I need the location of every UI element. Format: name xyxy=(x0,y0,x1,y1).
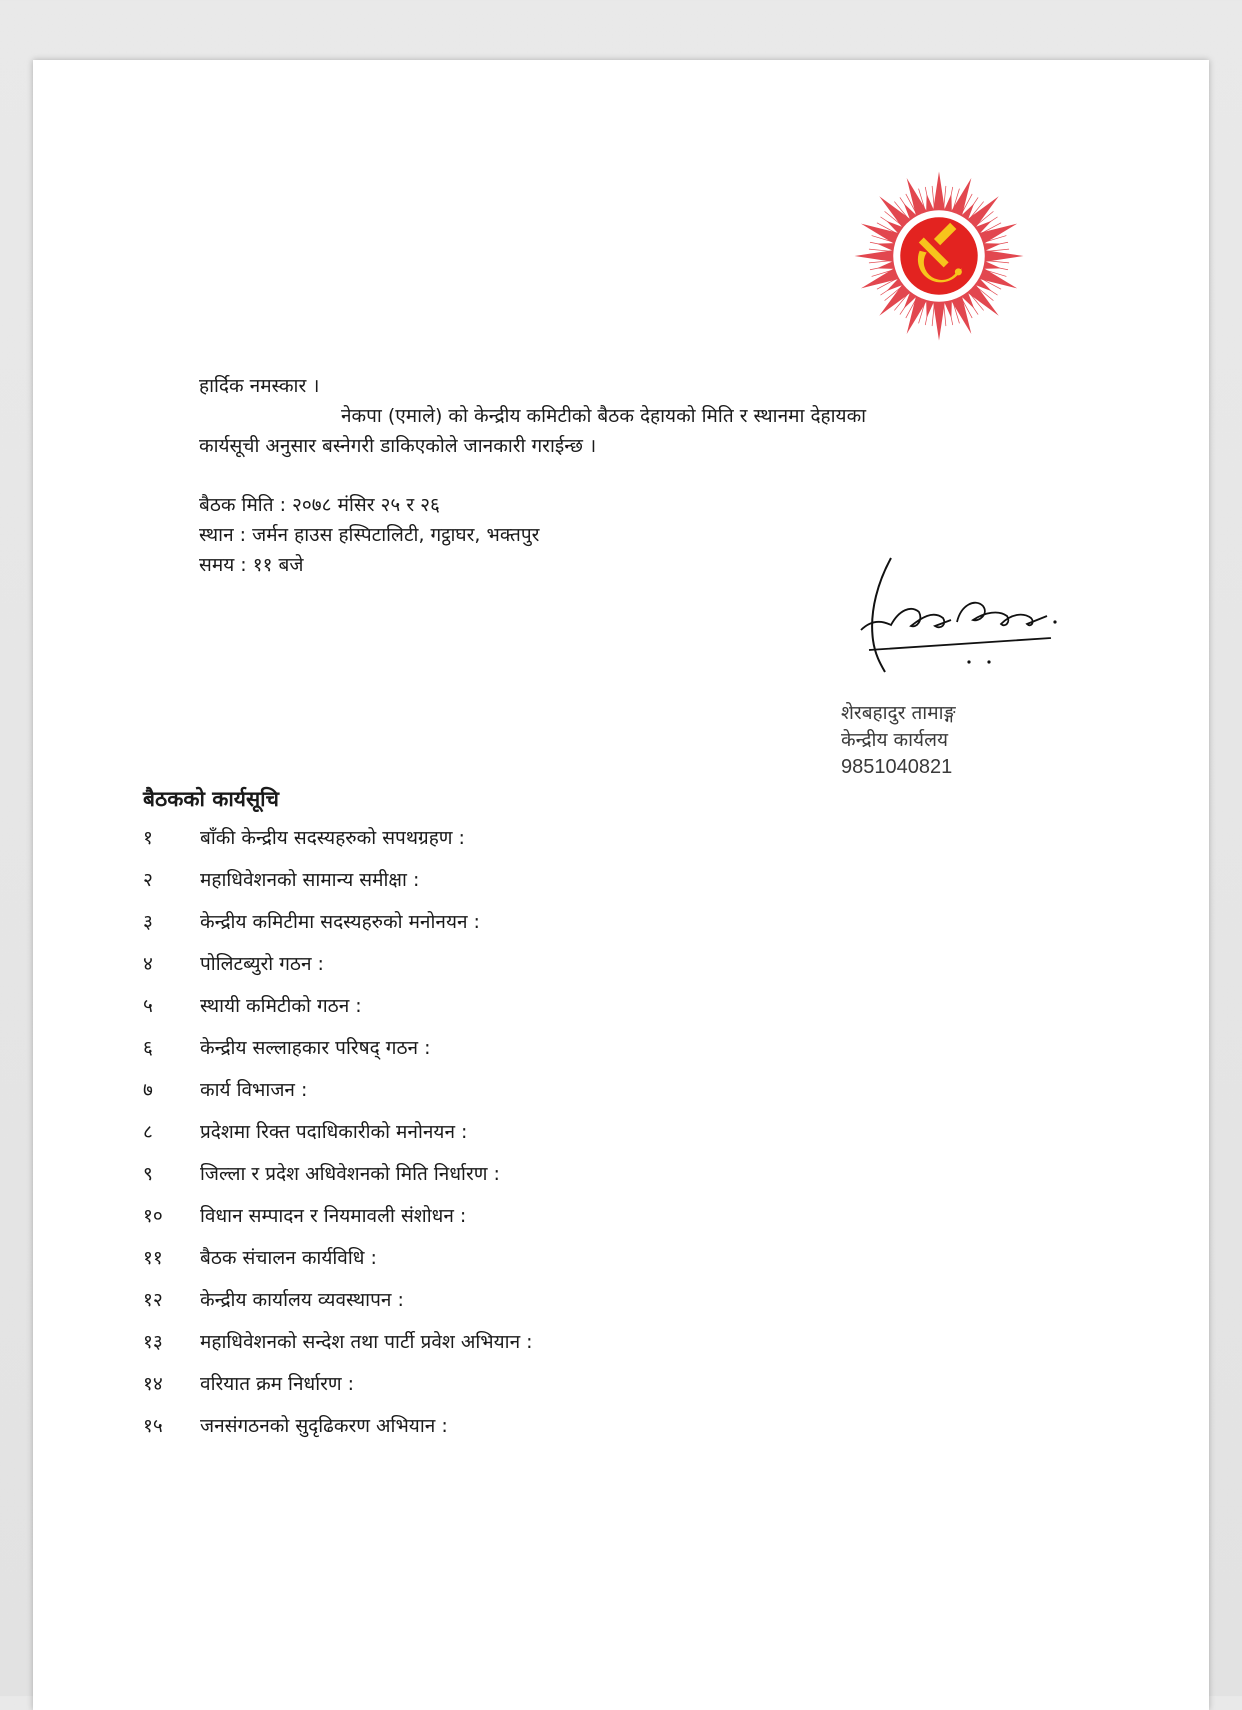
agenda-item-text: स्थायी कमिटीको गठन : xyxy=(200,995,362,1017)
agenda-item-text: केन्द्रीय कमिटीमा सदस्यहरुको मनोनयन : xyxy=(200,911,480,933)
agenda-item-number: १५ xyxy=(143,1415,163,1437)
agenda-item-number: ७ xyxy=(143,1079,153,1101)
signer-office: केन्द्रीय कार्यलय xyxy=(841,729,948,751)
agenda-item-number: ५ xyxy=(143,995,153,1017)
greeting: हार्दिक नमस्कार । xyxy=(199,375,320,397)
agenda-item-text: जनसंगठनको सुदृढिकरण अभियान : xyxy=(200,1415,448,1437)
emblem-fine-ray xyxy=(869,261,892,263)
emblem-fine-ray xyxy=(944,303,946,326)
agenda-item-number: १४ xyxy=(143,1373,163,1395)
agenda-item-number: १२ xyxy=(143,1289,163,1311)
intro-line-1: नेकपा (एमाले) को केन्द्रीय कमिटीको बैठक देहायको मिति र स्थानमा देहायका xyxy=(341,405,867,427)
agenda-item xyxy=(143,1160,533,1202)
letter-page xyxy=(33,60,1209,1710)
agenda-item xyxy=(143,1370,533,1412)
emblem-fine-ray xyxy=(932,186,934,209)
agenda-item xyxy=(143,1034,533,1076)
agenda-item-number: ९ xyxy=(143,1163,153,1185)
signer-phone: 9851040821 xyxy=(841,756,953,778)
emblem-fine-ray xyxy=(986,249,1009,251)
agenda-item-text: जिल्ला र प्रदेश अधिवेशनको मिति निर्धारण : xyxy=(200,1163,500,1185)
agenda-item-number: २ xyxy=(143,869,153,891)
agenda-item xyxy=(143,1328,533,1370)
signer-name: शेरबहादुर तामाङ्ग xyxy=(841,702,956,724)
agenda-item-number: ४ xyxy=(143,953,153,975)
agenda-item xyxy=(143,1076,533,1118)
agenda-item xyxy=(143,908,533,950)
agenda-item-text: महाधिवेशनको सन्देश तथा पार्टी प्रवेश अभियान : xyxy=(200,1331,533,1353)
agenda-item xyxy=(143,824,533,866)
meeting-details xyxy=(199,490,539,580)
intro-paragraph xyxy=(199,401,979,461)
agenda-item-number: १० xyxy=(143,1205,163,1227)
agenda-item-text: विधान सम्पादन र नियमावली संशोधन : xyxy=(200,1205,467,1227)
agenda-item-number: १३ xyxy=(143,1331,163,1353)
agenda-item-text: केन्द्रीय सल्लाहकार परिषद् गठन : xyxy=(200,1037,431,1059)
meeting-place: स्थान : जर्मन हाउस हस्पिटालिटी, गट्ठाघर, भक्तपुर xyxy=(199,524,540,546)
agenda-item-text: बैठक संचालन कार्यविधि : xyxy=(200,1247,377,1269)
agenda-item xyxy=(143,950,533,992)
agenda-item xyxy=(143,1202,533,1244)
agenda-item xyxy=(143,1118,533,1160)
agenda-item-text: महाधिवेशनको सामान्य समीक्षा : xyxy=(200,869,420,891)
emblem-fine-ray xyxy=(944,186,946,209)
intro-line-2: कार्यसूची अनुसार बस्नेगरी डाकिएकोले जानकारी गराईन्छ । xyxy=(199,435,597,457)
agenda-item-number: ३ xyxy=(143,911,153,933)
agenda-item-text: पोलिटब्युरो गठन : xyxy=(200,953,324,975)
agenda-item xyxy=(143,992,533,1034)
party-sun-emblem-icon xyxy=(851,168,1027,344)
agenda-item-number: ८ xyxy=(143,1121,153,1143)
agenda-item xyxy=(143,866,533,908)
meeting-date: बैठक मिति : २०७८ मंसिर २५ र २६ xyxy=(199,494,440,516)
agenda-list xyxy=(143,824,533,1454)
agenda-item-number: १ xyxy=(143,827,153,849)
emblem-fine-ray xyxy=(869,249,892,251)
emblem-fine-ray xyxy=(986,261,1009,263)
meeting-time: समय : ११ बजे xyxy=(199,554,304,576)
agenda-item-number: ११ xyxy=(143,1247,163,1269)
agenda-item xyxy=(143,1412,533,1454)
agenda-item-text: बाँकी केन्द्रीय सदस्यहरुको सपथग्रहण : xyxy=(200,827,465,849)
agenda-title: बैठकको कार्यसूचि xyxy=(143,787,279,811)
agenda-item xyxy=(143,1244,533,1286)
agenda-item-text: वरियात क्रम निर्धारण : xyxy=(200,1373,355,1395)
agenda-item-text: प्रदेशमा रिक्त पदाधिकारीको मनोनयन : xyxy=(200,1121,468,1143)
agenda-item xyxy=(143,1286,533,1328)
handwritten-signature xyxy=(851,550,1071,680)
signer-block xyxy=(841,700,956,781)
emblem-fine-ray xyxy=(932,303,934,326)
agenda-item-text: केन्द्रीय कार्यालय व्यवस्थापन : xyxy=(200,1289,404,1311)
agenda-item-number: ६ xyxy=(143,1037,153,1059)
agenda-item-text: कार्य विभाजन : xyxy=(200,1079,308,1101)
